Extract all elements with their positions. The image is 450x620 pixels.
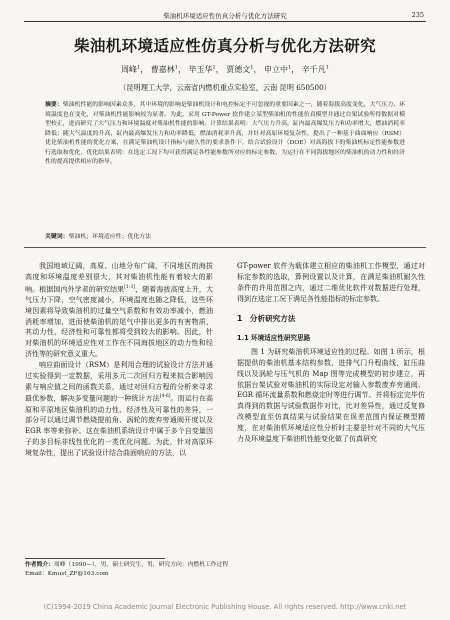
right-column xyxy=(237,261,425,445)
author: 贾德文$^1$ xyxy=(226,64,254,74)
running-head xyxy=(24,9,426,22)
keywords-label: 关键词： xyxy=(45,234,69,240)
author-footnote xyxy=(25,561,228,579)
page-number: 235 xyxy=(411,11,424,19)
abstract-label: 摘要： xyxy=(45,102,63,108)
body-paragraph: 响应曲面设计（RSM）是利用合理的试验设计方法并通过实验得到一定数据，采用多元二次回归方程来拟合影响因素与响应值之间的函数关系，通过对回归方程的分析来寻求最优参数，解决多变量问题的一种统计方法[4-6]。而运行在高原和平原地区柴油机的动力性、经济性及可靠性的差异，一部分可以通过调节燃烧提前角、涡轮的废弃旁通阀开度以及 EGR 率等来弥补。这在柴油机系统设计中属于多个自变量因子的多目标非线性优化的一类优化问题。为此，针对高原环境复杂性，提出了试验设计结合曲面响应的方法，以 xyxy=(25,360,214,457)
divider xyxy=(24,247,426,248)
copyright-notice: (C)1994-2019 China Academic Journal Electronic Publishing House. All rights reserved. http://www.cnki.net xyxy=(43,603,407,611)
author: 周峰$^1$ xyxy=(121,64,141,74)
body-paragraph: 图 1 为研究柴油机环境适应性的过程。如图 1 所示，根据提供的柴油机基本结构参数，进排气门升程曲线，缸压曲线以及涡轮与压气机的 Map 图等完成模型的初步建立，再依据台架试验对柴油机的实际设定对输入参数废弃旁通阀、EGR 循环流量系数和燃烧定时等进行调节。并将标定完毕仿真得到的数据与试验数据作对比，比对差异性，通过反复修改模型直至仿真结果与试验结果在误差范围内保证模型精度，在对柴油机环境适应性分析时主要是针对不同的大气压力及环境温度下柴油机性能变化做了仿真研究 xyxy=(237,348,425,443)
footnote-divider xyxy=(25,558,165,559)
left-column xyxy=(25,261,213,459)
author: 毕玉华$^1$ xyxy=(188,64,216,74)
keywords-text: 柴油机；环境适应性；优化方法 xyxy=(68,234,152,240)
paper-title: 柴油机环境适应性仿真分析与优化方法研究 xyxy=(73,37,377,55)
abstract-text: 柴油机性能的影响因素众多，其中环境的影响是柴油机设计和电控标定不可忽视的重要因素之一，随着海拔高度变化，大气压力、环境温度也在变化，对柴油机性能影响较为显著。为此，采用 GT-Power 软件建立某型柴油机的性能仿真模型并通过台架试验所得数据对模型校正，进而研究了大气压力和环境温度对柴油机性能的影响。计算结果表明：大气压力升高，缸内最高爆发压力和功率增大，燃油消耗率降低；随大气温度的升高，缸内最高爆发压力和功率降低，燃油消耗率升高，并针对高原环境复杂性，提出了一种基于曲面响应（RSM）优化柴油机性能的优化方案，在满足柴油机设计指标与耐久性的要求条件下，结合试验设计（DOE）对高海拔下的柴油机标定性能参数进行选取和优化，优化结果表明：在选定工况下均可获得满足各性能参数所对应的标定参数，为运行在不同海拔地区的柴油机的动力性和经济性的提高提供相应的指导。 xyxy=(45,102,406,165)
body-paragraph: 我国地域辽阔，高原、山地分布广阔，不同地区的海拔高度和环境温度差别很大，其对柴油机性能有着较大的影响。根据国内外学者的研究结果[1-3]，随着海拔高度上升，大气压力下降，空气密度减小，环境温度也随之降低，这些环境因素将导致柴油机的过量空气系数和有效功率减小，燃油消耗率增加，进而使柴油机的尾气中排出更多的有害物质，其动力性、经济性和可靠性都将受到较大的影响。因此，针对柴油机的环境适应性对工作在不同海拔地区的动力性和经济性等的研究意义重大。 xyxy=(25,262,214,359)
affiliation: （昆明理工大学，云南省内燃机重点实验室，云南 昆明 650500） xyxy=(119,83,331,92)
keywords xyxy=(45,233,405,242)
footnote-label: 作者简介： xyxy=(25,562,54,568)
running-title: 柴油机环境适应性仿真分析与优化方法研究 xyxy=(163,12,287,20)
author: 申立中$^1$ xyxy=(264,64,292,74)
footnote-text: 周峰（1990—），男，硕士研究生，男，研究方向：内燃机工作过程 xyxy=(54,562,229,568)
author: 曹嘉林$^1$ xyxy=(150,64,178,74)
author-list: 周峰$^1$， 曹嘉林$^1$， 毕玉华$^1$， 贾德文$^1$， 申立中$^1$， 辛千凡$^1$ xyxy=(121,64,329,74)
section-heading: 1 分析研究方法 xyxy=(237,314,296,324)
subsection-heading: 1.1 环境适应性研究思路 xyxy=(237,334,311,343)
abstract xyxy=(45,101,405,168)
author-email: Email：Kmust_ZF@163.com xyxy=(25,571,109,577)
author: 辛千凡$^1$ xyxy=(301,64,329,74)
body-paragraph: GT-power 软件为载体建立相应的柴油机工作模型，通过对标定参数的选取，算例设置以及计算，在满足柴油机耐久性条件的许用范围之内，通过二维优化软件对数据进行处理，得到在选定工况下满足各性能指标的标定参数。 xyxy=(237,262,425,303)
